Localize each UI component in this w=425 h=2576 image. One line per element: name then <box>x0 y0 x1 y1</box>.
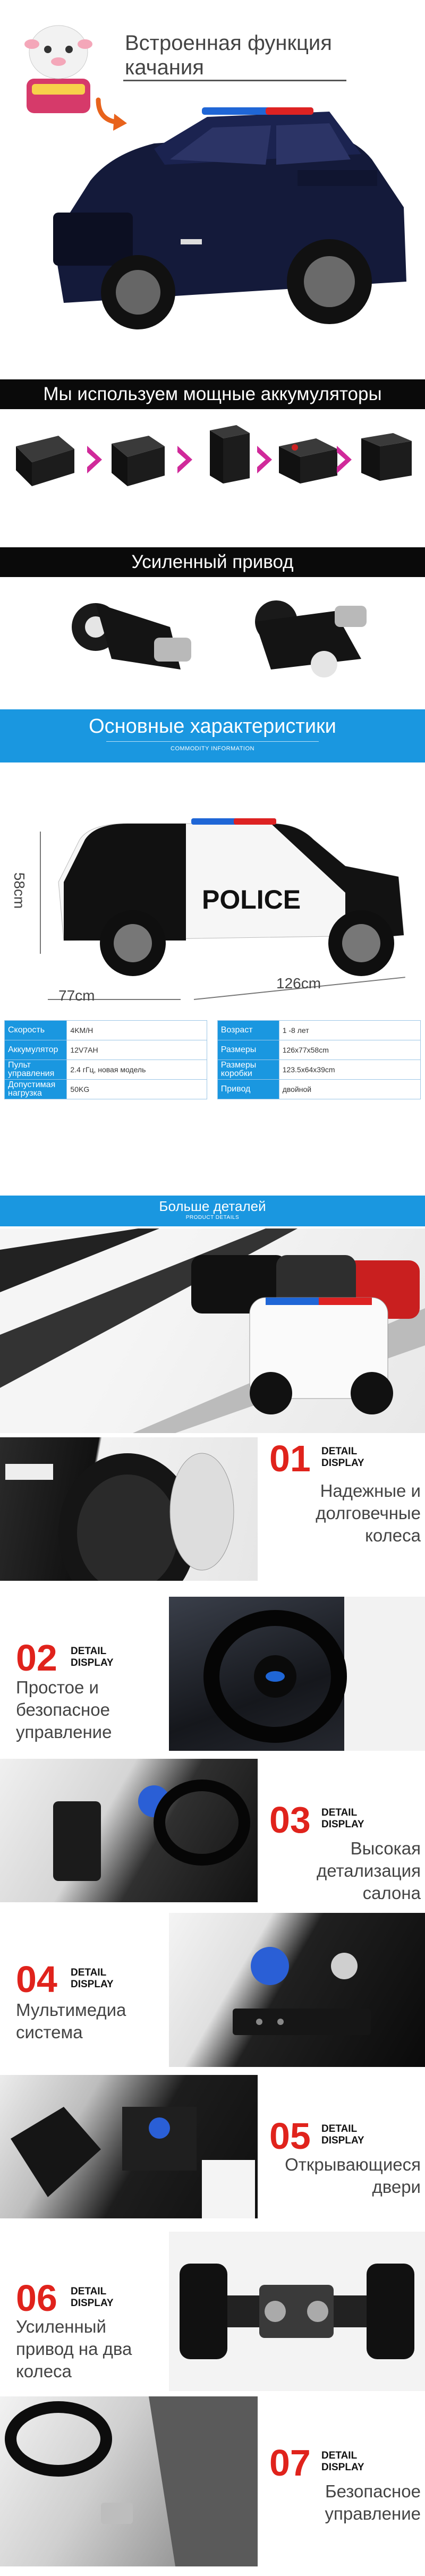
battery-image-5 <box>353 422 422 486</box>
detail-07-tag-line1: DETAIL <box>321 2450 358 2461</box>
specs-header-title: Основные характеристики <box>89 715 336 738</box>
details-header-subtitle: PRODUCT DETAILS <box>185 1215 240 1221</box>
drive-banner <box>0 547 425 577</box>
hero-title: Встроенная функция качания <box>125 31 332 79</box>
spec-value: 1 -8 лет <box>279 1021 420 1040</box>
detail-03-photo <box>0 1759 258 1902</box>
detail-06-tag-line1: DETAIL <box>71 2286 107 2297</box>
hero-section <box>0 0 425 375</box>
chevron-right-icon <box>335 444 354 476</box>
table-row <box>5 1060 421 1080</box>
spec-value: 126x77x58cm <box>279 1040 420 1060</box>
detail-04-tag-line1: DETAIL <box>71 1967 107 1978</box>
table-row <box>5 1021 421 1040</box>
detail-01-text: Надежные и долговечные колеса <box>316 1481 421 1545</box>
detail-01-photo <box>0 1437 258 1581</box>
detail-01-tag-line1: DETAIL <box>321 1446 358 1457</box>
spec-label: Возраст <box>217 1021 279 1040</box>
table-gap <box>207 1021 218 1040</box>
detail-07-text: Безопасное управление <box>325 2481 421 2523</box>
details-header <box>0 1196 425 1226</box>
detail-05-tag-line2: DISPLAY <box>321 2135 364 2146</box>
height-dimension-line <box>40 832 41 954</box>
detail-03-tag-line2: DISPLAY <box>321 1819 364 1830</box>
spec-label: Пульт управления <box>5 1060 67 1080</box>
battery-image-1 <box>11 425 80 489</box>
width-dimension-label: 77cm <box>58 987 95 1004</box>
battery-image-3 <box>194 422 263 486</box>
height-dimension-label: 58cm <box>11 872 28 909</box>
detail-02-tag-line1: DETAIL <box>71 1646 107 1657</box>
detail-05-tag-line1: DETAIL <box>321 2123 358 2134</box>
dashboard-image <box>0 1759 258 1902</box>
detail-03-number: 03 <box>269 1799 311 1841</box>
detail-07-tag-line2: DISPLAY <box>321 2462 364 2473</box>
table-gap <box>207 1040 218 1060</box>
spec-value: 2.4 гГц, новая модель <box>67 1060 207 1080</box>
detail-04-number: 04 <box>16 1959 57 2000</box>
detail-01-number: 01 <box>269 1438 311 1479</box>
detail-02-tag-line2: DISPLAY <box>71 1657 114 1668</box>
open-door-image <box>0 2075 258 2218</box>
table-row <box>5 1040 421 1060</box>
svg-text:POLICE: POLICE <box>202 885 301 914</box>
detail-03-text: Высокая детализация салона <box>317 1838 421 1903</box>
spec-value: 123.5x64x39cm <box>279 1060 420 1080</box>
detail-04-text: Мультимедиа система <box>16 2000 126 2042</box>
detail-04-tag-line2: DISPLAY <box>71 1979 114 1990</box>
detail-02-photo <box>169 1597 425 1751</box>
detail-05-photo <box>0 2075 258 2218</box>
detail-06-number: 06 <box>16 2277 57 2319</box>
details-header-title: Больше деталей <box>159 1198 266 1214</box>
detail-07-photo <box>0 2396 258 2566</box>
spec-label: Размеры <box>217 1040 279 1060</box>
spec-label: Скорость <box>5 1021 67 1040</box>
table-gap <box>207 1080 218 1099</box>
detail-06-text: Усиленный привод на два колеса <box>16 2317 132 2381</box>
detail-04-photo <box>169 1913 425 2067</box>
specs-table <box>4 1020 421 1099</box>
detail-06-photo <box>169 2232 425 2391</box>
detail-03-tag-line1: DETAIL <box>321 1807 358 1818</box>
spec-value: 12V7AH <box>67 1040 207 1060</box>
spec-label: Размеры коробки <box>217 1060 279 1080</box>
detail-02-text: Простое и безопасное управление <box>16 1677 112 1742</box>
battery-image-2 <box>104 425 173 489</box>
length-dimension-label: 126cm <box>276 975 321 992</box>
spec-value: 4KM/H <box>67 1021 207 1040</box>
cars-group-image <box>0 1228 425 1433</box>
chevron-right-icon <box>175 444 194 476</box>
batteries-banner-title: Мы используем мощные аккумуляторы <box>43 384 382 404</box>
spec-label: Аккумулятор <box>5 1040 67 1060</box>
spec-label: Привод <box>217 1080 279 1099</box>
police-car-hero-image <box>32 80 414 356</box>
batteries-banner <box>0 379 425 409</box>
specs-header <box>0 709 425 762</box>
battery-image-4 <box>274 425 343 489</box>
multimedia-panel-image <box>169 1913 425 2067</box>
detail-07-number: 07 <box>269 2442 311 2484</box>
chevron-right-icon <box>255 444 274 476</box>
wheel-image <box>0 1437 258 1581</box>
specs-header-subtitle: COMMODITY INFORMATION <box>171 745 254 752</box>
gearbox-image-2 <box>239 590 377 691</box>
seatbelt-image <box>0 2396 258 2566</box>
detail-01-tag-line2: DISPLAY <box>321 1458 364 1469</box>
table-row <box>5 1080 421 1099</box>
spec-label: Допустимая нагрузка <box>5 1080 67 1099</box>
spec-value: двойной <box>279 1080 420 1099</box>
drive-underside-image <box>169 2232 425 2391</box>
detail-05-number: 05 <box>269 2115 311 2157</box>
table-gap <box>207 1060 218 1080</box>
drive-banner-title: Усиленный привод <box>131 552 294 572</box>
chevron-right-icon <box>85 444 104 476</box>
details-hero-photo <box>0 1228 425 1433</box>
detail-06-tag-line2: DISPLAY <box>71 2298 114 2309</box>
detail-05-text: Открывающиеся двери <box>285 2155 421 2197</box>
detail-02-number: 02 <box>16 1637 57 1679</box>
specs-header-divider <box>106 741 319 742</box>
police-car-spec-image <box>48 808 414 983</box>
spec-value: 50KG <box>67 1080 207 1099</box>
steering-wheel-image <box>169 1597 425 1751</box>
gearbox-image-1 <box>64 590 202 691</box>
